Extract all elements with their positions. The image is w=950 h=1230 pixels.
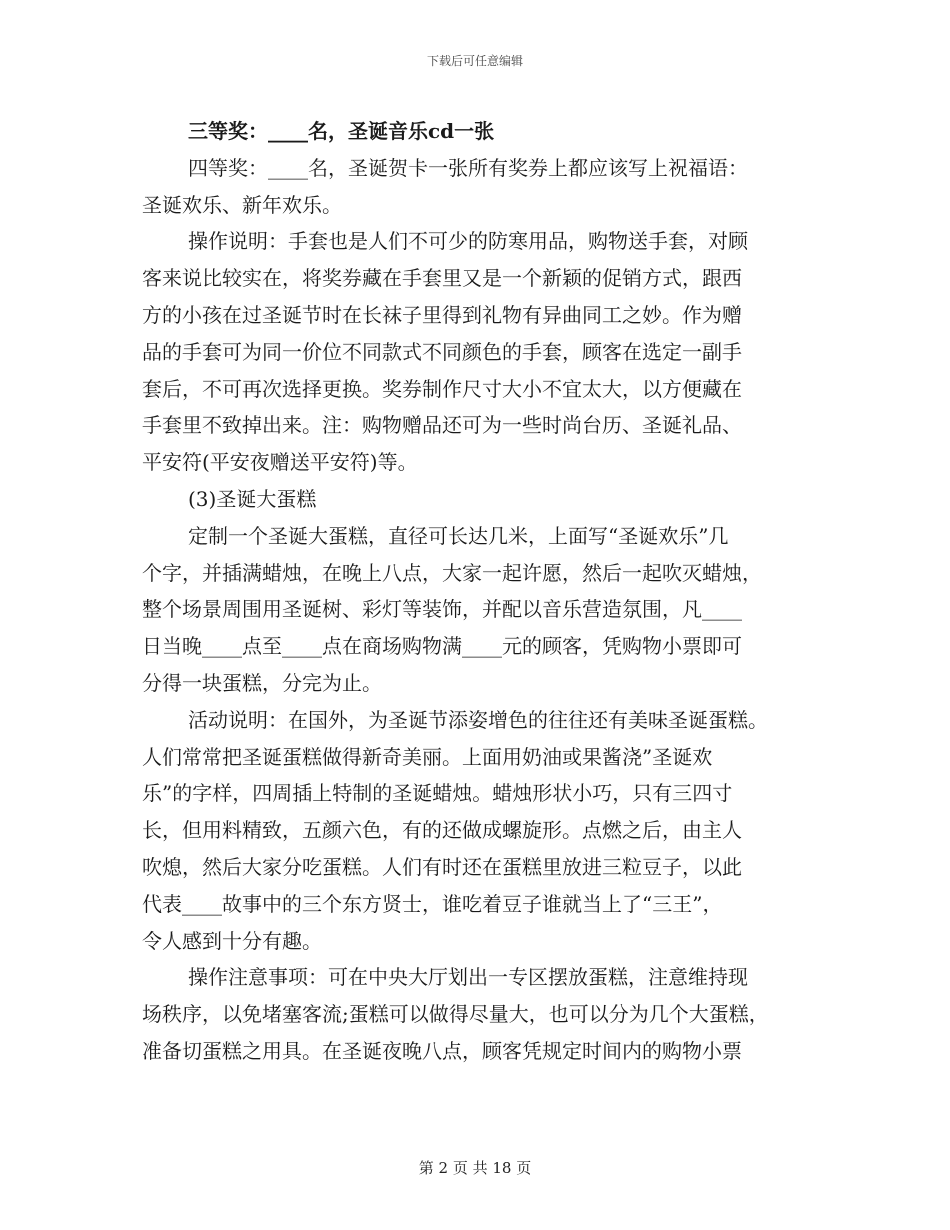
text-line: 圣诞欢乐、新年欢乐。 <box>142 192 342 217</box>
prize-fourth-line: 四等奖：____名，圣诞贺卡一张所有奖券上都应该写上祝福语： <box>188 155 748 180</box>
page-header: 下载后可任意编辑 <box>426 54 523 68</box>
text-line: 乐”的字样，四周插上特制的圣诞蜡烛。蜡烛形状小巧，只有三四寸 <box>142 781 733 806</box>
text-line: 准备切蛋糕之用具。在圣诞夜晚八点，顾客凭规定时间内的购物小票 <box>142 1038 742 1063</box>
document-body <box>142 113 822 1070</box>
text-line: 令人感到十分有趣。 <box>142 928 322 953</box>
text-line: 手套里不致掉出来。注：购物赠品还可为一些时尚台历、圣诞礼品、 <box>142 413 742 438</box>
text-line: 操作注意事项：可在中央大厅划出一专区摆放蛋糕，注意维持现 <box>188 965 748 990</box>
text-line: 个字，并插满蜡烛，在晚上八点，大家一起许愿，然后一起吹灭蜡烛， <box>142 560 762 585</box>
prize-third-line: 三等奖：____名，圣诞音乐cd一张 <box>188 119 495 143</box>
text-line: 分得一块蛋糕，分完为止。 <box>142 670 382 695</box>
text-line: 方的小孩在过圣诞节时在长袜子里得到礼物有异曲同工之妙。作为赠 <box>142 302 742 327</box>
text-line: 操作说明：手套也是人们不可少的防寒用品，购物送手套，对顾 <box>188 229 748 254</box>
text-line: 定制一个圣诞大蛋糕，直径可长达几米，上面写“圣诞欢乐”几 <box>188 523 729 548</box>
text-line: 客来说比较实在，将奖券藏在手套里又是一个新颖的促销方式，跟西 <box>142 266 742 291</box>
text-line: 套后，不可再次选择更换。奖券制作尺寸大小不宜太大，以方便藏在 <box>142 376 742 401</box>
text-line: 场秩序，以免堵塞客流;蛋糕可以做得尽量大，也可以分为几个大蛋糕， <box>142 1002 769 1027</box>
text-line: 人们常常把圣诞蛋糕做得新奇美丽。上面用奶油或果酱浇”圣诞欢 <box>142 744 713 769</box>
text-line: 品的手套可为同一价位不同款式不同颜色的手套，顾客在选定一副手 <box>142 339 742 364</box>
section-heading: (3)圣诞大蛋糕 <box>188 486 317 511</box>
text-line: 吹熄，然后大家分吃蛋糕。人们有时还在蛋糕里放进三粒豆子，以此 <box>142 854 742 879</box>
text-line: 日当晚____点至____点在商场购物满____元的顾客，凭购物小票即可 <box>142 634 742 659</box>
text-line: 整个场景周围用圣诞树、彩灯等装饰，并配以音乐营造氛围，凡____ <box>142 597 742 622</box>
text-line: 长，但用料精致，五颜六色，有的还做成螺旋形。点燃之后，由主人 <box>142 818 742 843</box>
text-line: 活动说明：在国外，为圣诞节添姿增色的往往还有美味圣诞蛋糕。 <box>188 707 768 732</box>
page-footer: 第 2 页 共 18 页 <box>418 1159 532 1177</box>
text-line: 代表____故事中的三个东方贤士，谁吃着豆子谁就当上了“三王”， <box>142 891 723 916</box>
text-line: 平安符(平安夜赠送平安符)等。 <box>142 450 418 475</box>
